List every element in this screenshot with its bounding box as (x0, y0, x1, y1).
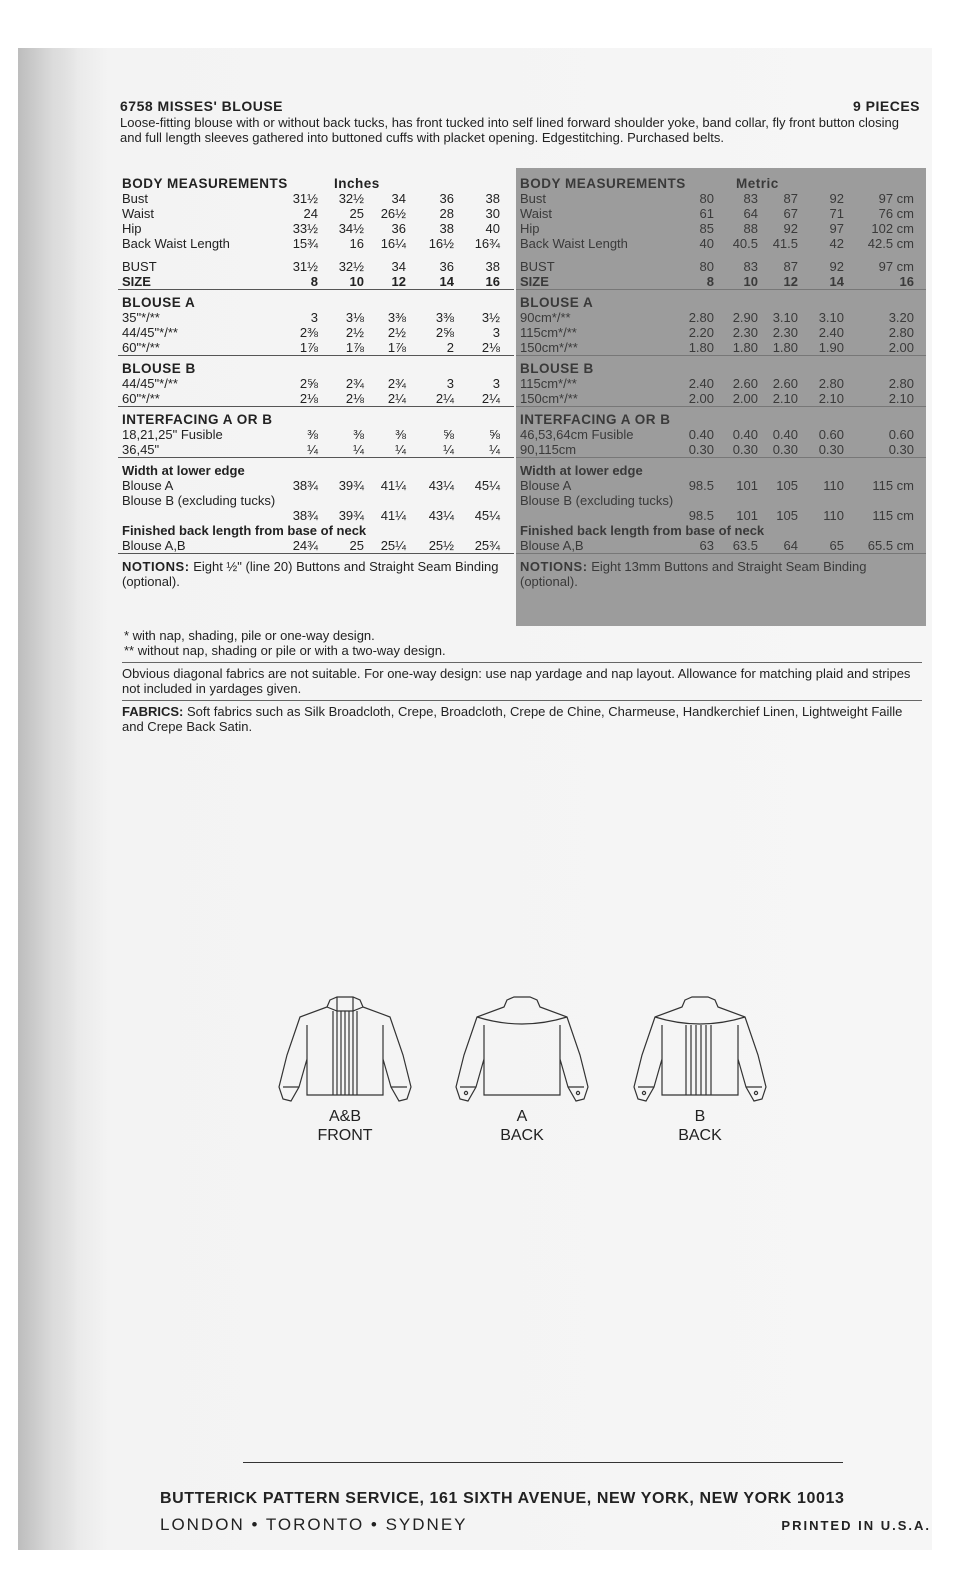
cell-value: 3⅛ (345, 310, 364, 325)
row-label: Back Waist Length (520, 236, 628, 251)
cell-value: 40 (485, 221, 500, 236)
cell-value: 92 (829, 191, 844, 206)
notions-text: Eight 13mm Buttons and Straight Seam Binding (optional). (520, 559, 867, 589)
pattern-header (120, 98, 920, 145)
cell-value: 36 (391, 221, 406, 236)
row-label: Finished back length from base of neck (122, 523, 367, 538)
body-measurement-row (118, 236, 514, 251)
width-heading (516, 463, 926, 478)
body-measurement-row (516, 221, 926, 236)
cell-value: 3½ (481, 310, 500, 325)
yardage-row (118, 310, 514, 325)
body-measurement-row (118, 221, 514, 236)
cell-value: 2⅜ (299, 325, 318, 340)
cell-value: 2.10 (888, 391, 914, 406)
finished-length-heading (118, 523, 514, 538)
finished-length-heading (516, 523, 926, 538)
interfacing-heading (516, 412, 926, 427)
cell-value: 14 (829, 274, 844, 289)
cell-value: 41¼ (380, 508, 406, 523)
body-measurements-heading (118, 176, 514, 191)
cell-value: 2.80 (818, 376, 844, 391)
cell-value: 40 (699, 236, 714, 251)
cell-value: 97 cm (878, 191, 914, 206)
fabrics-label: FABRICS: (122, 704, 184, 719)
row-label: Waist (122, 206, 155, 221)
row-label: Waist (520, 206, 553, 221)
finished-length-row (516, 538, 926, 553)
cell-value: 16¼ (380, 236, 406, 251)
cell-value: 32½ (338, 191, 364, 206)
cell-value: 2¾ (387, 376, 406, 391)
body-measurement-row (516, 191, 926, 206)
cell-value: 42.5 cm (867, 236, 914, 251)
back-a-view-caption (452, 1107, 592, 1145)
row-label: 35"*/** (122, 310, 160, 325)
back-b-view-drawing (630, 995, 770, 1115)
cell-value: 2¼ (387, 391, 406, 406)
divider (122, 700, 922, 701)
cell-value: 16 (899, 274, 914, 289)
cell-value: ¼ (489, 442, 500, 457)
cell-value: ⅜ (307, 427, 318, 442)
cell-value: 25 (349, 206, 364, 221)
cell-value: 16¾ (474, 236, 500, 251)
cell-value: 2.60 (772, 376, 798, 391)
cell-value: 40.5 (732, 236, 758, 251)
row-label: 44/45"*/** (122, 376, 178, 391)
cell-value: 63 (699, 538, 714, 553)
cell-value: 2⅝ (435, 325, 454, 340)
spacer (118, 168, 514, 176)
yardage-row (516, 325, 926, 340)
size-row (118, 274, 514, 289)
cell-value: 3.20 (888, 310, 914, 325)
spacer (118, 251, 514, 259)
cell-value: 25¼ (380, 538, 406, 553)
blouse-a-heading (118, 295, 514, 310)
publisher-address: BUTTERICK PATTERN SERVICE, 161 SIXTH AVENUE, NEW YORK, NEW YORK 10013 (160, 1490, 845, 1507)
cell-value: 14 (439, 274, 454, 289)
spacer (516, 251, 926, 259)
view-code: B (694, 1108, 706, 1125)
cell-value: 31½ (292, 191, 318, 206)
width-row (516, 478, 926, 493)
row-label: BUST (122, 259, 157, 274)
cell-value: 33½ (292, 221, 318, 236)
cell-value: 0.60 (818, 427, 844, 442)
cell-value: 2¾ (345, 376, 364, 391)
row-label: Finished back length from base of neck (520, 523, 765, 538)
cell-value: 61 (699, 206, 714, 221)
cell-value: 12 (391, 274, 406, 289)
metric-table (516, 168, 926, 626)
cell-value: 12 (783, 274, 798, 289)
publisher-cities: LONDON • TORONTO • SYDNEY (160, 1515, 468, 1534)
row-label: 115cm*/** (520, 325, 577, 340)
cell-value: 3 (310, 310, 318, 325)
cell-value: 26½ (380, 206, 406, 221)
cell-value: 36 (439, 259, 454, 274)
body-measurement-row (516, 236, 926, 251)
cell-value: 28 (439, 206, 454, 221)
width-b-label (516, 493, 926, 508)
yardage-tables (118, 168, 926, 626)
blouse-a-heading (516, 295, 926, 310)
envelope-fold-shadow (18, 48, 78, 1550)
cell-value: 1.80 (688, 340, 714, 355)
cell-value: 2.00 (888, 340, 914, 355)
row-label: 60"*/** (122, 391, 160, 406)
view-label: FRONT (317, 1127, 373, 1144)
row-label: 150cm*/** (520, 391, 578, 406)
cell-value: 83 (743, 259, 758, 274)
notes-section (122, 628, 922, 734)
size-row (516, 274, 926, 289)
section-title-text: INTERFACING A OR B (520, 412, 671, 427)
cell-value: 38 (485, 191, 500, 206)
cell-value: 2.40 (688, 376, 714, 391)
cell-value: 2⅛ (481, 340, 500, 355)
cell-value: 67 (783, 206, 798, 221)
blouse-back-b-illustration (630, 995, 770, 1107)
cell-value: 38¾ (292, 478, 318, 493)
cell-value: ⅜ (395, 427, 406, 442)
cell-value: 38¾ (292, 508, 318, 523)
cell-value: 1⅞ (345, 340, 364, 355)
row-label: Blouse A,B (122, 538, 186, 553)
cell-value: 0.30 (732, 442, 758, 457)
section-title-text: INTERFACING A OR B (122, 412, 273, 427)
blouse-b-heading (516, 361, 926, 376)
blouse-b-heading (118, 361, 514, 376)
cell-value: 0.30 (772, 442, 798, 457)
inches-table (118, 168, 514, 589)
blouse-front-illustration (275, 995, 415, 1107)
cell-value: ¼ (307, 442, 318, 457)
cell-value: 16 (485, 274, 500, 289)
footnote-nap: * with nap, shading, pile or one-way design. (124, 628, 375, 643)
row-label: 150cm*/** (520, 340, 578, 355)
cell-value: 2.40 (818, 325, 844, 340)
cell-value: 98.5 (688, 478, 714, 493)
cell-value: 15¾ (292, 236, 318, 251)
cell-value: 2½ (387, 325, 406, 340)
body-measurement-row (118, 191, 514, 206)
yardage-row (516, 391, 926, 406)
cell-value: 1.90 (818, 340, 844, 355)
cell-value: 39¾ (338, 478, 364, 493)
cell-value: 65 (829, 538, 844, 553)
printed-in: PRINTED IN U.S.A. (781, 1518, 931, 1533)
width-row (118, 508, 514, 523)
diagonal-note: Obvious diagonal fabrics are not suitable. For one-way design: use nap yardage and nap layout. Allowance for matching plaid and stripes not included in yardages given. (122, 666, 911, 696)
cell-value: 34 (391, 191, 406, 206)
yardage-row (516, 376, 926, 391)
yardage-row (118, 376, 514, 391)
view-code: A&B (328, 1108, 361, 1125)
pattern-title: 6758 MISSES' BLOUSE (120, 98, 283, 114)
yardage-row (118, 427, 514, 442)
cell-value: 32½ (338, 259, 364, 274)
cell-value: 38 (439, 221, 454, 236)
yardage-row (516, 442, 926, 457)
cell-value: 1⅞ (387, 340, 406, 355)
cell-value: 10 (743, 274, 758, 289)
fabrics-text: Soft fabrics such as Silk Broadcloth, Crepe, Broadcloth, Crepe de Chine, Charmeuse, Handkerchief Linen, Lightweight Faille and Crepe Back Satin. (122, 704, 903, 734)
cell-value: 115 cm (872, 478, 914, 493)
back-a-view-drawing (452, 995, 592, 1115)
cell-value: ⅝ (489, 427, 500, 442)
cell-value: 87 (783, 259, 798, 274)
yardage-row (516, 340, 926, 355)
footnote-without-nap: ** without nap, shading or pile or with a two-way design. (124, 643, 446, 658)
cell-value: 38 (485, 259, 500, 274)
row-label: 60"*/** (122, 340, 160, 355)
cell-value: 34½ (338, 221, 364, 236)
cell-value: 98.5 (688, 508, 714, 523)
cell-value: ⅝ (443, 427, 454, 442)
cell-value: 3 (492, 325, 500, 340)
cell-value: 97 (829, 221, 844, 236)
cell-value: 3⅜ (435, 310, 454, 325)
cell-value: 63.5 (732, 538, 758, 553)
cell-value: 71 (829, 206, 844, 221)
notions-label: NOTIONS: (520, 559, 588, 574)
cell-value: 25¾ (474, 538, 500, 553)
cell-value: 2.80 (888, 325, 914, 340)
fabrics-note (122, 704, 922, 734)
bust-row (516, 259, 926, 274)
section-title-text: BLOUSE A (520, 295, 594, 310)
cell-value: 41.5 (772, 236, 798, 251)
row-label: 36,45" (122, 442, 160, 457)
cell-value: 110 (823, 508, 844, 523)
cell-value: 2.00 (688, 391, 714, 406)
cell-value: 2¼ (435, 391, 454, 406)
cell-value: 80 (699, 191, 714, 206)
cell-value: 64 (783, 538, 798, 553)
cell-value: 88 (743, 221, 758, 236)
cell-value: 0.40 (732, 427, 758, 442)
cell-value: 2.90 (732, 310, 758, 325)
cell-value: 115 cm (872, 508, 914, 523)
cell-value: 0.30 (888, 442, 914, 457)
cell-value: 101 (736, 478, 758, 493)
width-heading (118, 463, 514, 478)
cell-value: 1.80 (732, 340, 758, 355)
row-label: 90cm*/** (520, 310, 571, 325)
cell-value: ¼ (353, 442, 364, 457)
cell-value: 2⅛ (345, 391, 364, 406)
interfacing-heading (118, 412, 514, 427)
cell-value: 87 (783, 191, 798, 206)
row-label: Bust (122, 191, 149, 206)
cell-value: 65.5 cm (867, 538, 914, 553)
footer-divider (243, 1462, 843, 1463)
cell-value: 2.10 (772, 391, 798, 406)
cell-value: 2.60 (732, 376, 758, 391)
section-title-text: BLOUSE A (122, 295, 196, 310)
cell-value: 2⅝ (299, 376, 318, 391)
blouse-back-a-illustration (452, 995, 592, 1107)
row-label: Blouse A,B (520, 538, 584, 553)
row-label: 18,21,25" Fusible (122, 427, 223, 442)
cell-value: 30 (485, 206, 500, 221)
section-title-text: BODY MEASUREMENTS (122, 176, 288, 191)
cell-value: 8 (706, 274, 714, 289)
cell-value: 25 (349, 538, 364, 553)
cell-value: 36 (439, 191, 454, 206)
bust-row (118, 259, 514, 274)
row-label: 90,115cm (520, 442, 577, 457)
width-row (516, 508, 926, 523)
view-label: BACK (500, 1127, 544, 1144)
cell-value: 0.30 (688, 442, 714, 457)
yardage-row (118, 442, 514, 457)
cell-value: 16 (349, 236, 364, 251)
row-label: 115cm*/** (520, 376, 577, 391)
cell-value: 0.40 (688, 427, 714, 442)
cell-value: 24 (303, 206, 318, 221)
cell-value: 102 cm (871, 221, 914, 236)
cell-value: 80 (699, 259, 714, 274)
view-code: A (516, 1108, 528, 1125)
cell-value: ⅜ (353, 427, 364, 442)
cell-value: 8 (310, 274, 318, 289)
cell-value: 1.80 (772, 340, 798, 355)
yardage-row (516, 310, 926, 325)
view-label: BACK (678, 1127, 722, 1144)
cell-value: 105 (776, 478, 798, 493)
yardage-row (516, 427, 926, 442)
row-label: Bust (520, 191, 547, 206)
cell-value: 76 cm (878, 206, 914, 221)
width-row (118, 478, 514, 493)
spacer (516, 168, 926, 176)
cell-value: 92 (829, 259, 844, 274)
width-b-label (118, 493, 514, 508)
cell-value: 92 (783, 221, 798, 236)
cell-value: ¼ (443, 442, 454, 457)
row-label: Width at lower edge (520, 463, 643, 478)
cell-value: 42 (829, 236, 844, 251)
notions-note (516, 557, 926, 589)
cell-value: 2¼ (481, 391, 500, 406)
row-label: BUST (520, 259, 555, 274)
cell-value: 1⅞ (299, 340, 318, 355)
body-measurements-heading (516, 176, 926, 191)
row-label: 46,53,64cm Fusible (520, 427, 634, 442)
cell-value: 2½ (345, 325, 364, 340)
cell-value: 45¼ (474, 508, 500, 523)
cell-value: 25½ (428, 538, 454, 553)
cell-value: 110 (823, 478, 844, 493)
cell-value: 2.10 (818, 391, 844, 406)
cell-value: 83 (743, 191, 758, 206)
notions-label: NOTIONS: (122, 559, 190, 574)
cell-value: 24¾ (292, 538, 318, 553)
notions-note (118, 557, 514, 589)
row-label: SIZE (520, 274, 549, 289)
cell-value: 3⅜ (387, 310, 406, 325)
unit-label: Metric (736, 176, 779, 191)
cell-value: 3 (492, 376, 500, 391)
cell-value: 105 (776, 508, 798, 523)
pieces-count: 9 PIECES (852, 98, 920, 114)
yardage-row (118, 391, 514, 406)
row-label: Width at lower edge (122, 463, 245, 478)
finished-length-row (118, 538, 514, 553)
notions-text: Eight ½" (line 20) Buttons and Straight Seam Binding (optional). (122, 559, 499, 589)
cell-value: 0.40 (772, 427, 798, 442)
section-title-text: BODY MEASUREMENTS (520, 176, 686, 191)
cell-value: 43¼ (428, 478, 454, 493)
cell-value: 3.10 (772, 310, 798, 325)
cell-value: 43¼ (428, 508, 454, 523)
view-drawings (270, 995, 790, 1155)
unit-label: Inches (334, 176, 380, 191)
cell-value: 10 (349, 274, 364, 289)
cell-value: 3.10 (818, 310, 844, 325)
cell-value: 2.80 (688, 310, 714, 325)
row-label: Blouse A (520, 478, 572, 493)
yardage-row (118, 325, 514, 340)
cell-value: 2⅛ (299, 391, 318, 406)
cell-value: 101 (736, 508, 758, 523)
cell-value: 64 (743, 206, 758, 221)
cell-value: 45¼ (474, 478, 500, 493)
cell-value: 2.00 (732, 391, 758, 406)
section-title-text: BLOUSE B (520, 361, 594, 376)
cell-value: 3 (446, 376, 454, 391)
row-label: Back Waist Length (122, 236, 230, 251)
cell-value: 0.60 (888, 427, 914, 442)
cell-value: 85 (699, 221, 714, 236)
cell-value: 2.80 (888, 376, 914, 391)
cell-value: 34 (391, 259, 406, 274)
row-label: Blouse B (excluding tucks) (520, 493, 674, 508)
cell-value: 31½ (292, 259, 318, 274)
cell-value: 39¾ (338, 508, 364, 523)
pattern-description: Loose-fitting blouse with or without back tucks, has front tucked into self lined forward shoulder yoke, band collar, fly front button closing and full length sleeves gathered into buttoned cuffs with placket opening. Edgestitching. Purchased belts. (120, 115, 899, 145)
body-measurement-row (118, 206, 514, 221)
back-b-view-caption (630, 1107, 770, 1145)
row-label: Hip (520, 221, 540, 236)
front-view-caption (275, 1107, 415, 1145)
row-label: Hip (122, 221, 142, 236)
row-label: Blouse A (122, 478, 174, 493)
cell-value: 16½ (428, 236, 454, 251)
yardage-row (118, 340, 514, 355)
cell-value: 97 cm (878, 259, 914, 274)
cell-value: 2.20 (688, 325, 714, 340)
row-label: SIZE (122, 274, 151, 289)
section-title-text: BLOUSE B (122, 361, 196, 376)
cell-value: 41¼ (380, 478, 406, 493)
row-label: Blouse B (excluding tucks) (122, 493, 276, 508)
front-view-drawing (275, 995, 415, 1115)
cell-value: ¼ (395, 442, 406, 457)
cell-value: 2.30 (732, 325, 758, 340)
cell-value: 2.30 (772, 325, 798, 340)
cell-value: 0.30 (818, 442, 844, 457)
body-measurement-row (516, 206, 926, 221)
row-label: 44/45"*/** (122, 325, 178, 340)
cell-value: 2 (446, 340, 454, 355)
divider (122, 662, 922, 663)
